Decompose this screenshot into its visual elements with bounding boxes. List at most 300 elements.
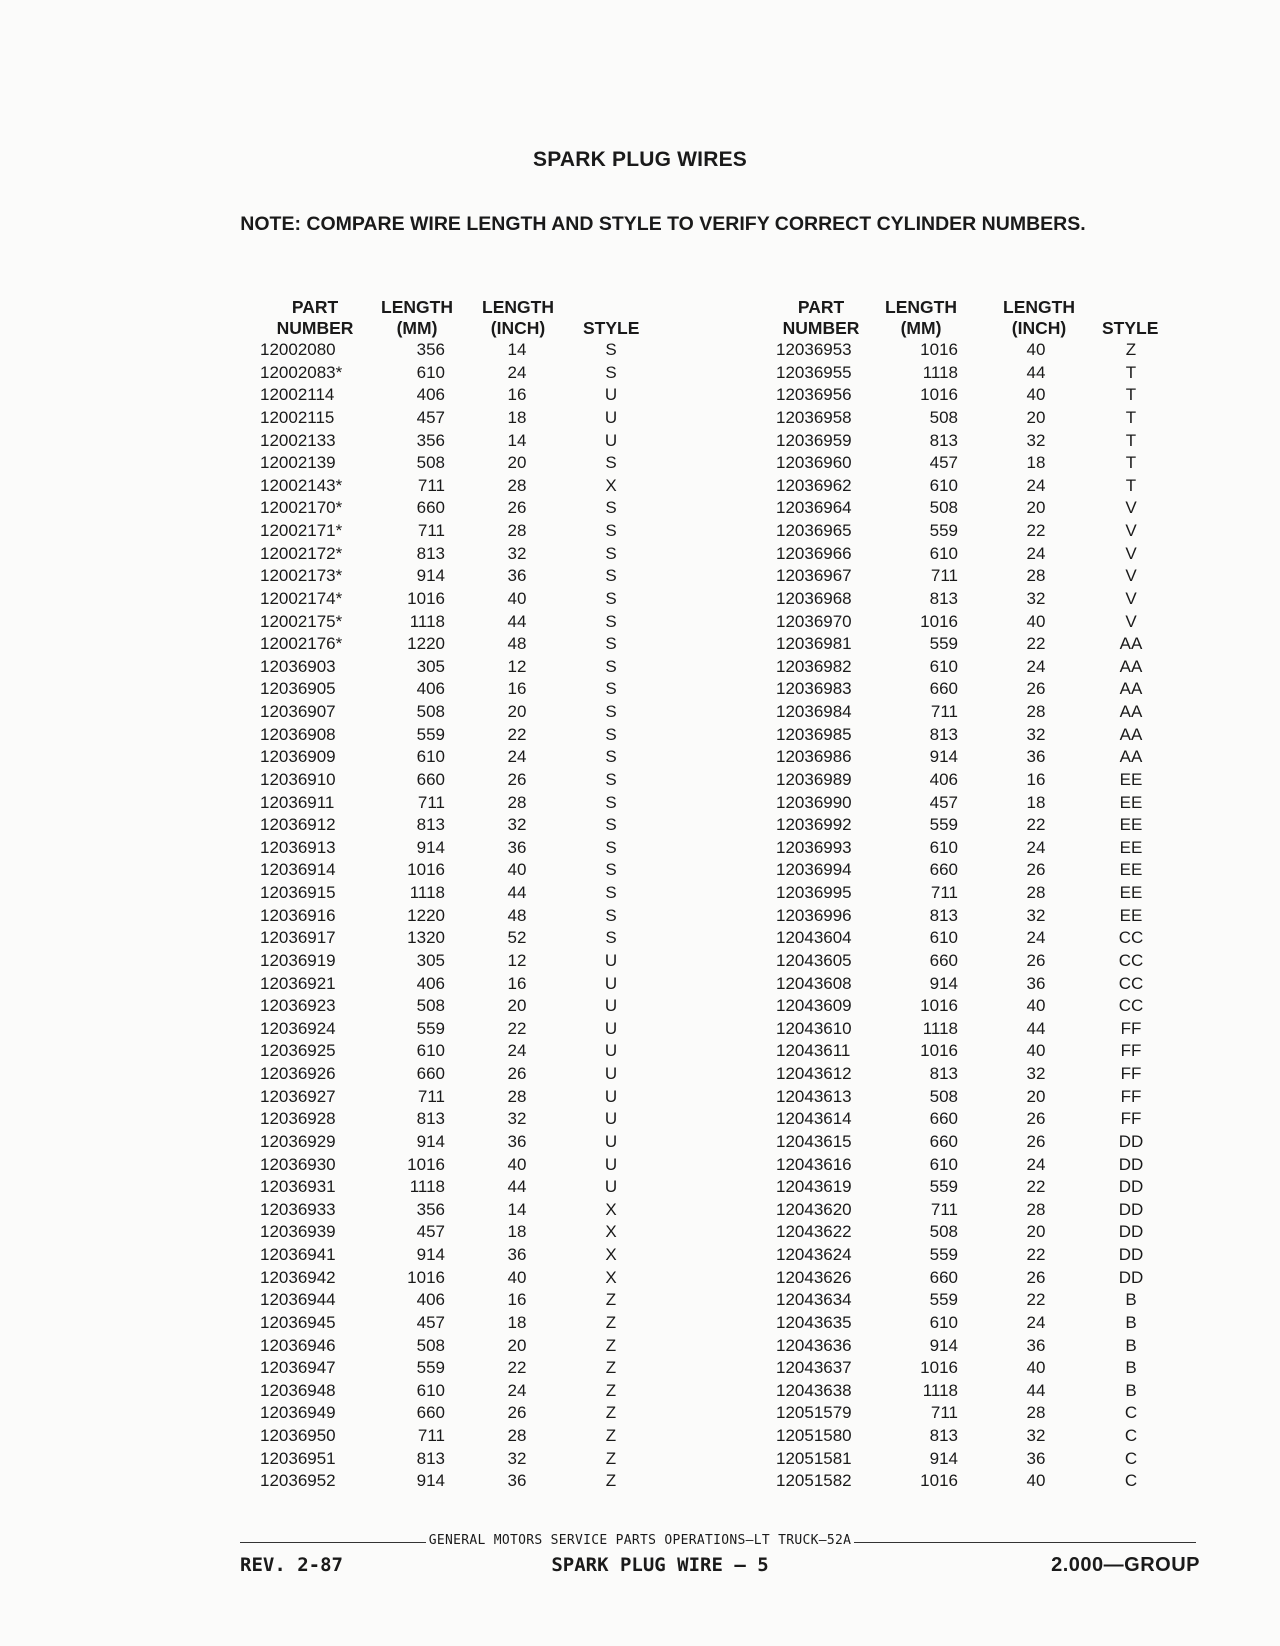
part-number-cell: 12036944 (260, 1290, 336, 1310)
length-mm-cell: 813 (416, 543, 445, 563)
length-mm-cell: 457 (929, 453, 958, 473)
style-cell: DD (1118, 1222, 1144, 1242)
section-label: SPARK PLUG WIRE — 5 (551, 1554, 769, 1576)
length-inch-cell: 40 (1026, 340, 1046, 359)
style-cell: EE (1119, 792, 1143, 812)
length-mm-cell: 813 (929, 588, 958, 608)
length-mm-cell: 305 (416, 656, 445, 676)
length-mm-cell: 813 (929, 1064, 958, 1083)
length-inch-cell: 44 (507, 883, 527, 902)
length-inch-cell: 48 (507, 905, 527, 925)
length-inch-cell: 32 (1026, 588, 1046, 608)
length-inch-cell: 22 (507, 1358, 527, 1378)
length-inch-cell: 22 (1026, 1245, 1046, 1264)
style-cell: X (605, 1245, 617, 1264)
length-inch-cell: 32 (507, 815, 527, 835)
length-inch-cell: 26 (507, 1403, 527, 1423)
part-number-cell: 12002172* (260, 543, 343, 563)
length-inch-cell: 24 (1026, 1154, 1046, 1174)
style-cell: V (1125, 543, 1137, 563)
style-cell: S (605, 634, 617, 654)
length-mm-cell: 559 (416, 1018, 445, 1038)
length-inch-cell: 28 (507, 475, 527, 495)
part-number-cell: 12002083* (260, 362, 343, 382)
length-inch-cell: 14 (507, 1199, 527, 1219)
style-cell: U (604, 1064, 618, 1083)
style-cell: FF (1120, 1041, 1142, 1061)
length-mm-cell: 406 (416, 1290, 445, 1310)
style-cell: DD (1118, 1199, 1144, 1219)
length-inch-cell: 40 (1026, 1041, 1046, 1061)
length-mm-cell: 1016 (407, 1267, 445, 1287)
length-mm-cell: 813 (929, 724, 958, 744)
part-number-cell: 12036985 (776, 724, 852, 744)
length-inch-cell: 32 (1026, 724, 1046, 744)
style-cell: U (604, 1109, 618, 1129)
length-mm-cell: 711 (930, 566, 958, 586)
length-inch-cell: 16 (507, 385, 527, 405)
length-mm-cell: 711 (930, 883, 958, 902)
length-mm-cell: 711 (930, 1403, 958, 1423)
part-number-cell: 12043604 (776, 928, 852, 948)
length-mm-cell: 559 (416, 724, 445, 744)
style-cell: S (605, 340, 617, 359)
part-number-cell: 12036930 (260, 1154, 336, 1174)
part-number-cell: 12036993 (776, 837, 852, 857)
part-number-cell: 12036903 (260, 656, 336, 676)
length-mm-cell: 610 (929, 475, 958, 495)
style-cell: B (1125, 1358, 1137, 1378)
length-inch-cell: 24 (507, 1041, 527, 1061)
part-number-cell: 12036986 (776, 747, 852, 767)
style-cell: Z (605, 1403, 617, 1423)
length-inch-cell: 26 (1026, 679, 1046, 699)
length-mm-cell: 1118 (922, 1380, 958, 1400)
part-number-cell: 12043620 (776, 1199, 852, 1219)
length-mm-cell: 356 (416, 1199, 445, 1219)
length-mm-cell: 660 (416, 1064, 445, 1083)
part-number-cell: 12036956 (776, 385, 852, 405)
part-number-cell: 12043637 (776, 1358, 852, 1378)
style-cell: T (1125, 362, 1137, 382)
style-cell: S (605, 656, 617, 676)
style-cell: S (605, 837, 617, 857)
length-mm-cell: 610 (416, 747, 445, 767)
length-mm-cell: 660 (929, 1267, 958, 1287)
header-style: STYLE (583, 318, 640, 338)
length-inch-cell: 26 (1026, 860, 1046, 880)
length-mm-cell: 660 (929, 950, 958, 970)
length-mm-cell: 660 (416, 769, 445, 789)
style-cell: V (1125, 566, 1137, 586)
style-cell: Z (605, 1290, 617, 1310)
length-mm-cell: 559 (929, 1177, 958, 1197)
length-inch-cell: 24 (1026, 656, 1046, 676)
length-mm-cell: 1016 (920, 611, 958, 631)
length-inch-cell: 40 (1026, 996, 1046, 1016)
part-number-cell: 12036915 (260, 883, 336, 902)
part-number-cell: 12036916 (260, 905, 336, 925)
length-mm-cell: 1016 (920, 1358, 958, 1378)
style-cell: CC (1118, 973, 1144, 993)
length-inch-cell: 28 (507, 792, 527, 812)
length-inch-cell: 28 (1026, 702, 1046, 721)
length-mm-cell: 610 (929, 1312, 958, 1332)
style-cell: CC (1118, 950, 1144, 970)
length-inch-cell: 20 (507, 453, 527, 473)
part-number-cell: 12036953 (776, 340, 852, 359)
length-inch-cell: 16 (507, 679, 527, 699)
part-number-cell: 12002176* (260, 634, 343, 654)
length-mm-cell: 1016 (920, 340, 958, 359)
length-mm-cell: 1320 (407, 928, 445, 948)
part-number-cell: 12036992 (776, 815, 852, 835)
length-mm-cell: 559 (929, 634, 958, 654)
part-number-cell: 12036990 (776, 792, 852, 812)
part-number-cell: 12036921 (260, 973, 336, 993)
part-number-cell: 12036960 (776, 453, 852, 473)
part-number-cell: 12043610 (776, 1018, 852, 1038)
length-mm-cell: 1016 (920, 1041, 958, 1061)
length-mm-cell: 508 (416, 453, 445, 473)
style-cell: U (604, 385, 618, 405)
part-number-cell: 12036950 (260, 1426, 336, 1445)
style-cell: FF (1120, 1064, 1142, 1083)
style-cell: S (605, 679, 617, 699)
part-number-cell: 12036989 (776, 769, 852, 789)
header-style: STYLE (1102, 318, 1159, 338)
part-number-cell: 12051579 (776, 1403, 852, 1423)
length-mm-cell: 610 (416, 362, 445, 382)
length-inch-cell: 24 (507, 1380, 527, 1400)
style-cell: B (1125, 1290, 1137, 1310)
length-inch-cell: 26 (1026, 950, 1046, 970)
length-inch-cell: 24 (507, 362, 527, 382)
length-inch-cell: 20 (507, 996, 527, 1016)
style-cell: X (605, 475, 617, 495)
part-number-cell: 12043614 (776, 1109, 852, 1129)
length-mm-cell: 610 (929, 928, 958, 948)
length-inch-cell: 20 (1026, 407, 1046, 427)
style-cell: AA (1119, 724, 1143, 744)
length-mm-cell: 660 (416, 498, 445, 518)
header-length-inch: LENGTH (INCH) (482, 297, 554, 338)
style-cell: X (605, 1267, 617, 1287)
part-number-cell: 12036929 (260, 1131, 336, 1151)
style-cell: EE (1119, 860, 1143, 880)
part-number-cell: 12036905 (260, 679, 336, 699)
part-number-cell: 12036996 (776, 905, 852, 925)
part-number-cell: 12036970 (776, 611, 852, 631)
length-mm-cell: 610 (929, 837, 958, 857)
length-inch-cell: 40 (507, 860, 527, 880)
length-inch-cell: 52 (507, 928, 527, 948)
part-number-cell: 12043613 (776, 1086, 852, 1106)
length-mm-cell: 1220 (407, 634, 445, 654)
header-part-number: PART NUMBER (782, 297, 860, 338)
length-inch-cell: 36 (507, 566, 527, 586)
part-number-cell: 12036948 (260, 1380, 336, 1400)
length-inch-cell: 36 (1026, 747, 1046, 767)
length-mm-cell: 610 (929, 1154, 958, 1174)
length-inch-cell: 22 (1026, 1290, 1046, 1310)
length-mm-cell: 508 (416, 702, 445, 721)
style-cell: U (604, 430, 618, 450)
style-cell: U (604, 1177, 618, 1197)
part-number-cell: 12043635 (776, 1312, 852, 1332)
length-inch-cell: 28 (507, 1086, 527, 1106)
length-inch-cell: 36 (507, 1245, 527, 1264)
length-inch-cell: 40 (1026, 611, 1046, 631)
style-cell: Z (605, 1448, 617, 1468)
part-number-cell: 12036925 (260, 1041, 336, 1061)
style-cell: X (605, 1199, 617, 1219)
part-number-cell: 12002115 (260, 407, 335, 427)
length-mm-cell: 660 (929, 860, 958, 880)
style-cell: T (1125, 453, 1137, 473)
part-number-cell: 12043636 (776, 1335, 852, 1355)
length-mm-cell: 711 (417, 521, 445, 540)
length-mm-cell: 559 (929, 521, 958, 540)
length-inch-cell: 16 (507, 1290, 527, 1310)
length-inch-cell: 24 (1026, 475, 1046, 495)
part-number-cell: 12002114 (260, 385, 335, 405)
style-cell: S (605, 928, 617, 948)
part-number-cell: 12002139 (260, 453, 336, 473)
part-number-cell: 12036917 (260, 928, 336, 948)
style-cell: C (1124, 1403, 1138, 1423)
style-cell: S (605, 453, 617, 473)
style-cell: U (604, 407, 618, 427)
part-number-cell: 12036931 (260, 1177, 336, 1197)
footer-publisher-text: GENERAL MOTORS SERVICE PARTS OPERATIONS—LT TRUCK—52A (426, 1533, 855, 1548)
length-inch-cell: 26 (507, 769, 527, 789)
part-number-cell: 12036952 (260, 1471, 336, 1491)
style-cell: U (604, 1018, 618, 1038)
style-cell: S (605, 566, 617, 586)
length-inch-cell: 26 (1026, 1109, 1046, 1129)
length-inch-cell: 44 (507, 1177, 527, 1197)
length-mm-cell: 813 (416, 815, 445, 835)
style-cell: U (604, 950, 618, 970)
length-mm-cell: 508 (416, 1335, 445, 1355)
part-number-cell: 12036912 (260, 815, 336, 835)
length-mm-cell: 1118 (409, 611, 445, 631)
part-number-cell: 12036939 (260, 1222, 336, 1242)
part-number-cell: 12043611 (776, 1041, 851, 1061)
style-cell: B (1125, 1380, 1137, 1400)
length-mm-cell: 914 (416, 1131, 445, 1151)
part-number-cell: 12036951 (260, 1448, 336, 1468)
length-mm-cell: 559 (929, 1245, 958, 1264)
part-number-cell: 12051582 (776, 1471, 852, 1491)
style-cell: X (605, 1222, 617, 1242)
length-inch-cell: 44 (1026, 362, 1046, 382)
part-number-cell: 12002174* (260, 588, 343, 608)
length-inch-cell: 20 (1026, 498, 1046, 518)
part-number-cell: 12036927 (260, 1086, 336, 1106)
style-cell: B (1125, 1312, 1137, 1332)
part-number-cell: 12036958 (776, 407, 852, 427)
length-inch-cell: 16 (1026, 769, 1046, 789)
revision-label: REV. 2-87 (240, 1554, 343, 1576)
length-mm-cell: 660 (929, 679, 958, 699)
part-number-cell: 12036962 (776, 475, 852, 495)
part-number-cell: 12051581 (776, 1448, 852, 1468)
length-mm-cell: 457 (929, 792, 958, 812)
style-cell: Z (605, 1471, 617, 1491)
style-cell: Z (605, 1426, 617, 1445)
part-number-cell: 12002080 (260, 340, 336, 359)
part-number-cell: 12036983 (776, 679, 852, 699)
length-inch-cell: 32 (507, 1448, 527, 1468)
style-cell: V (1125, 521, 1137, 540)
length-inch-cell: 24 (1026, 928, 1046, 948)
style-cell: V (1125, 588, 1137, 608)
length-inch-cell: 24 (1026, 1312, 1046, 1332)
length-inch-cell: 36 (1026, 1448, 1046, 1468)
part-number-cell: 12002171* (260, 521, 343, 540)
length-inch-cell: 44 (1026, 1380, 1046, 1400)
length-inch-cell: 26 (1026, 1267, 1046, 1287)
length-mm-cell: 660 (929, 1131, 958, 1151)
style-cell: FF (1120, 1018, 1142, 1038)
part-number-cell: 12036910 (260, 769, 336, 789)
length-mm-cell: 508 (929, 407, 958, 427)
length-inch-cell: 40 (1026, 1358, 1046, 1378)
length-inch-cell: 26 (1026, 1131, 1046, 1151)
length-mm-cell: 508 (929, 1222, 958, 1242)
header-length-mm: LENGTH (MM) (885, 297, 957, 338)
length-mm-cell: 356 (416, 430, 445, 450)
style-cell: Z (605, 1358, 617, 1378)
part-number-cell: 12036941 (260, 1245, 336, 1264)
length-mm-cell: 610 (416, 1380, 445, 1400)
style-cell: DD (1118, 1267, 1144, 1287)
length-inch-cell: 28 (507, 1426, 527, 1445)
style-cell: T (1125, 385, 1137, 405)
part-number-cell: 12036982 (776, 656, 852, 676)
style-cell: S (605, 815, 617, 835)
part-number-cell: 12036965 (776, 521, 852, 540)
style-cell: AA (1119, 679, 1143, 699)
length-inch-cell: 14 (507, 340, 527, 359)
length-inch-cell: 32 (1026, 1426, 1046, 1445)
length-mm-cell: 711 (417, 1426, 445, 1445)
part-number-cell: 12036942 (260, 1267, 336, 1287)
style-cell: FF (1120, 1086, 1142, 1106)
style-cell: U (604, 996, 618, 1016)
part-number-cell: 12043619 (776, 1177, 852, 1197)
style-cell: B (1125, 1335, 1137, 1355)
length-mm-cell: 914 (416, 837, 445, 857)
part-number-cell: 12043624 (776, 1245, 852, 1264)
length-inch-cell: 36 (507, 1471, 527, 1491)
part-number-cell: 12002175* (260, 611, 343, 631)
header-length-mm: LENGTH (MM) (381, 297, 453, 338)
part-number-cell: 12036949 (260, 1403, 336, 1423)
style-cell: AA (1119, 747, 1143, 767)
part-number-cell: 12036907 (260, 702, 336, 721)
length-inch-cell: 28 (1026, 883, 1046, 902)
length-inch-cell: 18 (1026, 792, 1046, 812)
part-number-cell: 12043622 (776, 1222, 852, 1242)
length-inch-cell: 40 (1026, 385, 1046, 405)
part-number-cell: 12036923 (260, 996, 336, 1016)
length-mm-cell: 711 (930, 702, 958, 721)
part-number-cell: 12002170* (260, 498, 343, 518)
length-mm-cell: 610 (929, 656, 958, 676)
style-cell: S (605, 883, 617, 902)
length-inch-cell: 36 (507, 1131, 527, 1151)
part-number-cell: 12043615 (776, 1131, 852, 1151)
style-cell: Z (605, 1335, 617, 1355)
style-cell: C (1124, 1426, 1138, 1445)
length-mm-cell: 914 (929, 1335, 958, 1355)
length-mm-cell: 610 (416, 1041, 445, 1061)
length-inch-cell: 40 (507, 588, 527, 608)
length-mm-cell: 559 (929, 1290, 958, 1310)
length-inch-cell: 28 (1026, 1199, 1046, 1219)
style-cell: C (1124, 1448, 1138, 1468)
length-mm-cell: 1220 (407, 905, 445, 925)
length-mm-cell: 711 (417, 792, 445, 812)
length-inch-cell: 24 (507, 747, 527, 767)
part-number-cell: 12043608 (776, 973, 852, 993)
style-cell: Z (605, 1380, 617, 1400)
length-mm-cell: 711 (930, 1199, 958, 1219)
part-number-cell: 12036966 (776, 543, 852, 563)
style-cell: S (605, 792, 617, 812)
style-cell: U (604, 1154, 618, 1174)
length-inch-cell: 44 (507, 611, 527, 631)
part-number-cell: 12036964 (776, 498, 852, 518)
style-cell: Z (605, 1312, 617, 1332)
length-mm-cell: 711 (417, 475, 445, 495)
length-inch-cell: 20 (507, 702, 527, 721)
part-number-cell: 12036924 (260, 1018, 336, 1038)
length-inch-cell: 18 (507, 407, 527, 427)
part-number-cell: 12036914 (260, 860, 336, 880)
part-number-cell: 12036913 (260, 837, 336, 857)
style-cell: S (605, 588, 617, 608)
style-cell: U (604, 973, 618, 993)
style-cell: S (605, 521, 617, 540)
length-mm-cell: 1118 (922, 362, 958, 382)
part-number-cell: 12036955 (776, 362, 852, 382)
group-label: 2.000—GROUP (1051, 1554, 1200, 1576)
part-number-cell: 12051580 (776, 1426, 852, 1445)
length-inch-cell: 32 (1026, 905, 1046, 925)
style-cell: U (604, 1041, 618, 1061)
part-number-cell: 12036926 (260, 1064, 336, 1083)
length-mm-cell: 406 (416, 679, 445, 699)
length-mm-cell: 1118 (922, 1018, 958, 1038)
length-mm-cell: 356 (416, 340, 445, 359)
length-inch-cell: 36 (1026, 973, 1046, 993)
style-cell: S (605, 860, 617, 880)
length-inch-cell: 26 (507, 1064, 527, 1083)
style-cell: T (1125, 475, 1137, 495)
length-mm-cell: 1118 (409, 883, 445, 902)
style-cell: V (1125, 611, 1137, 631)
style-cell: CC (1118, 996, 1144, 1016)
part-number-cell: 12043626 (776, 1267, 852, 1287)
style-cell: U (604, 1131, 618, 1151)
style-cell: U (604, 1086, 618, 1106)
part-number-cell: 12036933 (260, 1199, 336, 1219)
style-cell: EE (1119, 905, 1143, 925)
